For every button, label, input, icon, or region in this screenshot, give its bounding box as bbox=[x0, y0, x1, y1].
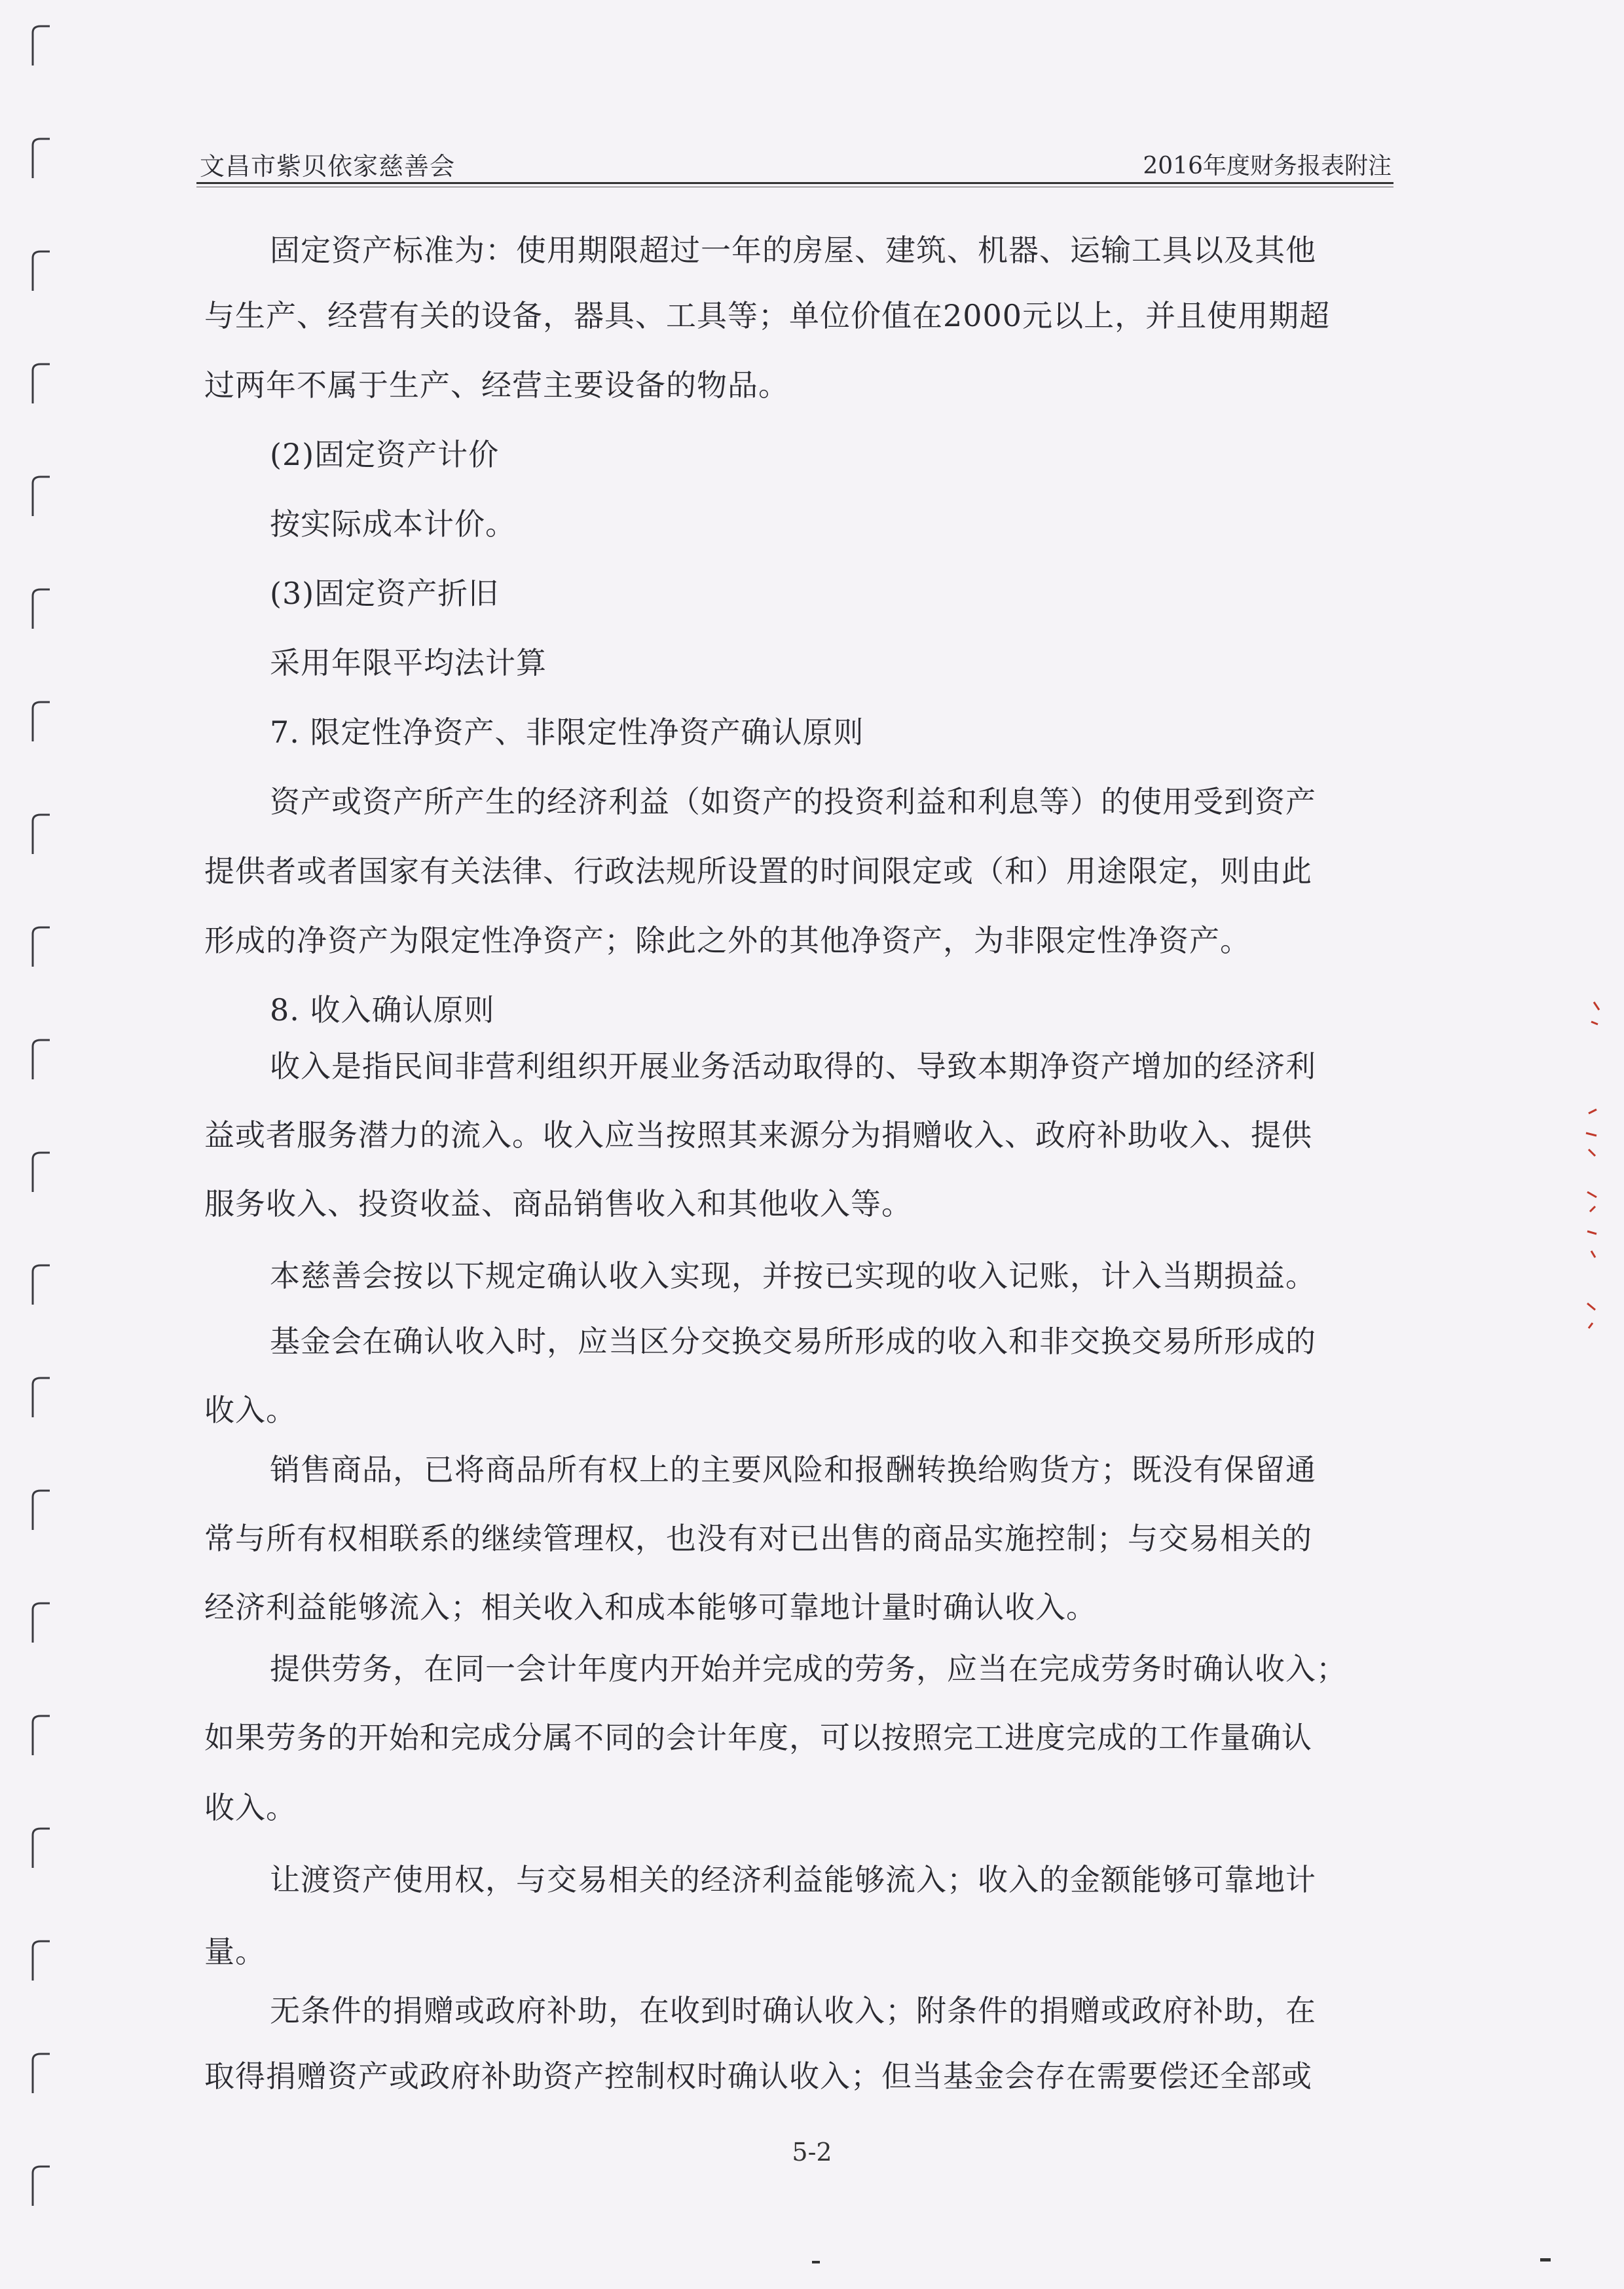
body-line: 无条件的捐赠或政府补助，在收到时确认收入；附条件的捐赠或政府补助，在 bbox=[270, 1993, 1316, 2028]
body-line: 本慈善会按以下规定确认收入实现，并按已实现的收入记账，计入当期损益。 bbox=[270, 1258, 1316, 1293]
body-line: 收入。 bbox=[204, 1392, 297, 1428]
body-line: 形成的净资产为限定性净资产；除此之外的其他净资产，为非限定性净资产。 bbox=[204, 923, 1251, 958]
body-line: 与生产、经营有关的设备，器具、工具等；单位价值在2000元以上，并且使用期超 bbox=[204, 298, 1331, 333]
seal-fragment bbox=[1579, 996, 1606, 1336]
body-line: 按实际成本计价。 bbox=[270, 506, 516, 542]
body-line: 8. 收入确认原则 bbox=[270, 992, 495, 1028]
body-line: 采用年限平均法计算 bbox=[270, 645, 547, 680]
body-line: 提供者或者国家有关法律、行政法规所设置的时间限定或（和）用途限定，则由此 bbox=[204, 853, 1312, 889]
body-line: 固定资产标准为：使用期限超过一年的房屋、建筑、机器、运输工具以及其他 bbox=[270, 233, 1316, 268]
body-line: 7. 限定性净资产、非限定性净资产确认原则 bbox=[270, 715, 864, 750]
body-line: 收入。 bbox=[204, 1790, 297, 1825]
report-title: 2016年度财务报表附注 bbox=[1143, 153, 1392, 179]
body-line: 收入是指民间非营利组织开展业务活动取得的、导致本期净资产增加的经济利 bbox=[270, 1049, 1316, 1084]
body-line: 过两年不属于生产、经营主要设备的物品。 bbox=[204, 367, 789, 403]
body-line: 销售商品，已将商品所有权上的主要风险和报酬转换给购货方；既没有保留通 bbox=[270, 1452, 1316, 1487]
body-line: (3)固定资产折旧 bbox=[270, 576, 500, 611]
scan-speck bbox=[1540, 2258, 1551, 2261]
body-line: 提供劳务，在同一会计年度内开始并完成的劳务，应当在完成劳务时确认收入； bbox=[270, 1651, 1347, 1686]
body-line: 量。 bbox=[204, 1934, 266, 1969]
body-line: 资产或资产所产生的经济利益（如资产的投资利益和利息等）的使用受到资产 bbox=[270, 784, 1316, 819]
body-line: 如果劳务的开始和完成分属不同的会计年度，可以按照完工进度完成的工作量确认 bbox=[204, 1720, 1312, 1755]
body-line: 益或者服务潜力的流入。收入应当按照其来源分为捐赠收入、政府补助收入、提供 bbox=[204, 1117, 1312, 1153]
body-line: 基金会在确认收入时，应当区分交换交易所形成的收入和非交换交易所形成的 bbox=[270, 1324, 1316, 1359]
body-line: 服务收入、投资收益、商品销售收入和其他收入等。 bbox=[204, 1186, 912, 1221]
body-line: (2)固定资产计价 bbox=[270, 437, 500, 472]
body-line: 经济利益能够流入；相关收入和成本能够可靠地计量时确认收入。 bbox=[204, 1590, 1097, 1625]
organization-name: 文昌市紫贝依家慈善会 bbox=[200, 152, 456, 181]
body-line: 取得捐赠资产或政府补助资产控制权时确认收入；但当基金会存在需要偿还全部或 bbox=[204, 2058, 1312, 2094]
body-line: 常与所有权相联系的继续管理权，也没有对已出售的商品实施控制；与交易相关的 bbox=[204, 1521, 1312, 1556]
body-line: 让渡资产使用权，与交易相关的经济利益能够流入；收入的金额能够可靠地计 bbox=[270, 1862, 1316, 1897]
page-number: 5-2 bbox=[792, 2138, 832, 2167]
scan-speck bbox=[812, 2261, 820, 2263]
